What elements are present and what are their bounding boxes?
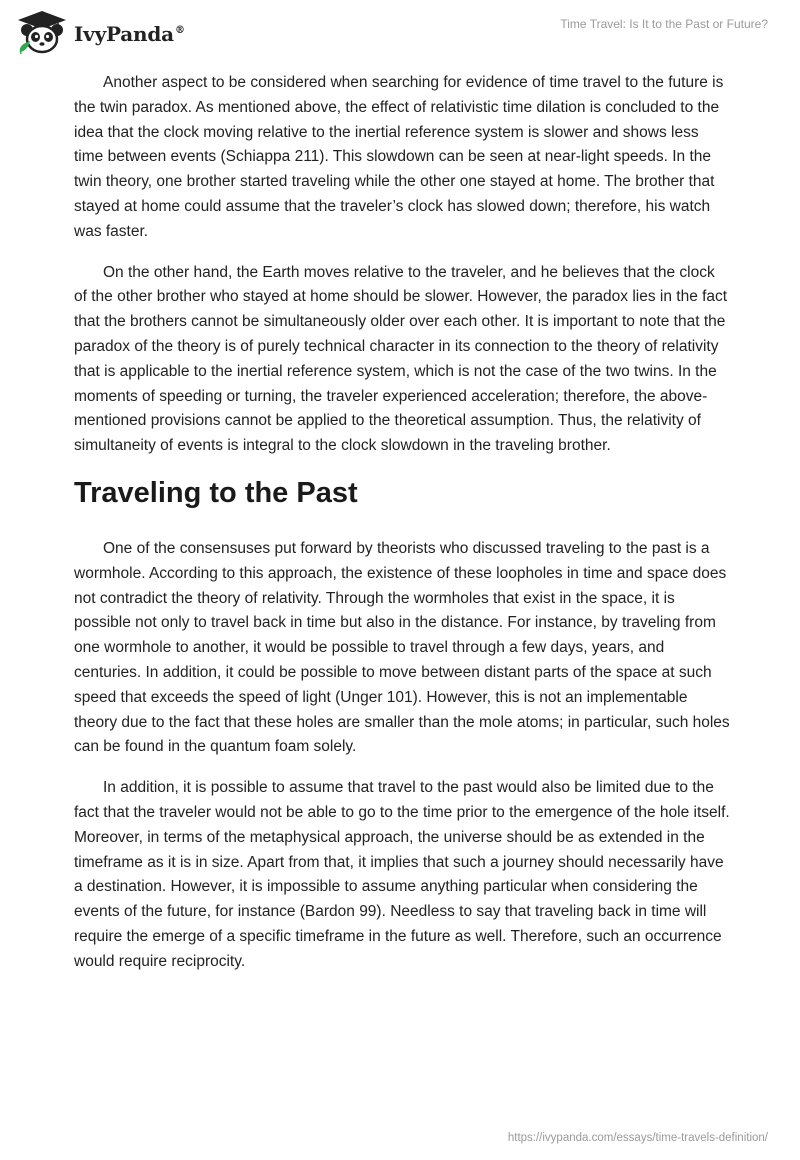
essay-body	[74, 71, 730, 991]
page-header	[0, 0, 800, 70]
paragraph-wormhole: One of the consensuses put forward by theorists who discussed traveling to the past is a wormhole. According to this approach, the existence of these loopholes in time and space does not contradict the theory of relativity. Through the wormholes that exist in the space, it is possible not only to travel back in time but also in the distance. For instance, by traveling from one wormhole to another, it would be possible to travel through a few days, years, and centuries. In addition, it could be possible to move between distant parts of the space at such speed that exceeds the speed of light (Unger 101). However, this is not an implementable theory due to the fact that these holes are smaller than the mole atoms; in particular, such holes can be found in the quantum foam solely.	[74, 539, 730, 756]
paragraph-travel-limits: In addition, it is possible to assume that travel to the past would also be limited due to the fact that the traveler would not be able to go to the time prior to the emergence of the hole itself. Moreover, in terms of the metaphysical approach, the universe should be as extended in the timeframe as it is in size. Apart from that, it implies that such a journey should necessarily have a destination. However, it is impossible to assume anything particular when considering the events of the future, for instance (Bardon 99). Needless to say that traveling back in time will require the emerge of a specific timeframe in the future as well. Therefore, such an occurrence would require reciprocity.	[74, 779, 730, 970]
footer-url[interactable]: https://ivypanda.com/essays/time-travels-definition/	[507, 1132, 768, 1144]
panda-graduate-icon	[14, 8, 70, 56]
brand-logo[interactable]	[14, 8, 185, 56]
paragraph-earth-relative: On the other hand, the Earth moves relative to the traveler, and he believes that the clock of the other brother who stayed at home should be slower. However, the paradox lies in the fact that the brothers cannot be simultaneously older over each other. It is important to note that the paradox of the theory is of purely technical character in its connection to the theory of relativity that is applicable to the inertial reference system, which is not the case of the two twins. In the moments of speeding or turning, the traveler experienced acceleration; therefore, the above-mentioned provisions cannot be applied to the theoretical assumption. Thus, the relativity of simultaneity of events is integral to the clock slowdown in the traveling brother.	[74, 263, 728, 455]
document-title: Time Travel: Is It to the Past or Future?	[560, 17, 768, 31]
registered-mark: ®	[174, 25, 185, 37]
section-heading: Traveling to the Past	[74, 476, 358, 509]
paragraph-twin-paradox: Another aspect to be considered when searching for evidence of time travel to the future is the twin paradox. As mentioned above, the effect of relativistic time dilation is concluded to the idea that the clock moving relative to the inertial reference system is slower and shows less time between events (Schiappa 211). This slowdown can be seen at near-light speeds. In the twin theory, one brother started traveling while the other one stayed at home. The brother that stayed at home could assume that the traveler’s clock has slowed down; therefore, his watch was faster.	[74, 74, 724, 240]
brand-name: IvyPanda®	[74, 22, 185, 46]
